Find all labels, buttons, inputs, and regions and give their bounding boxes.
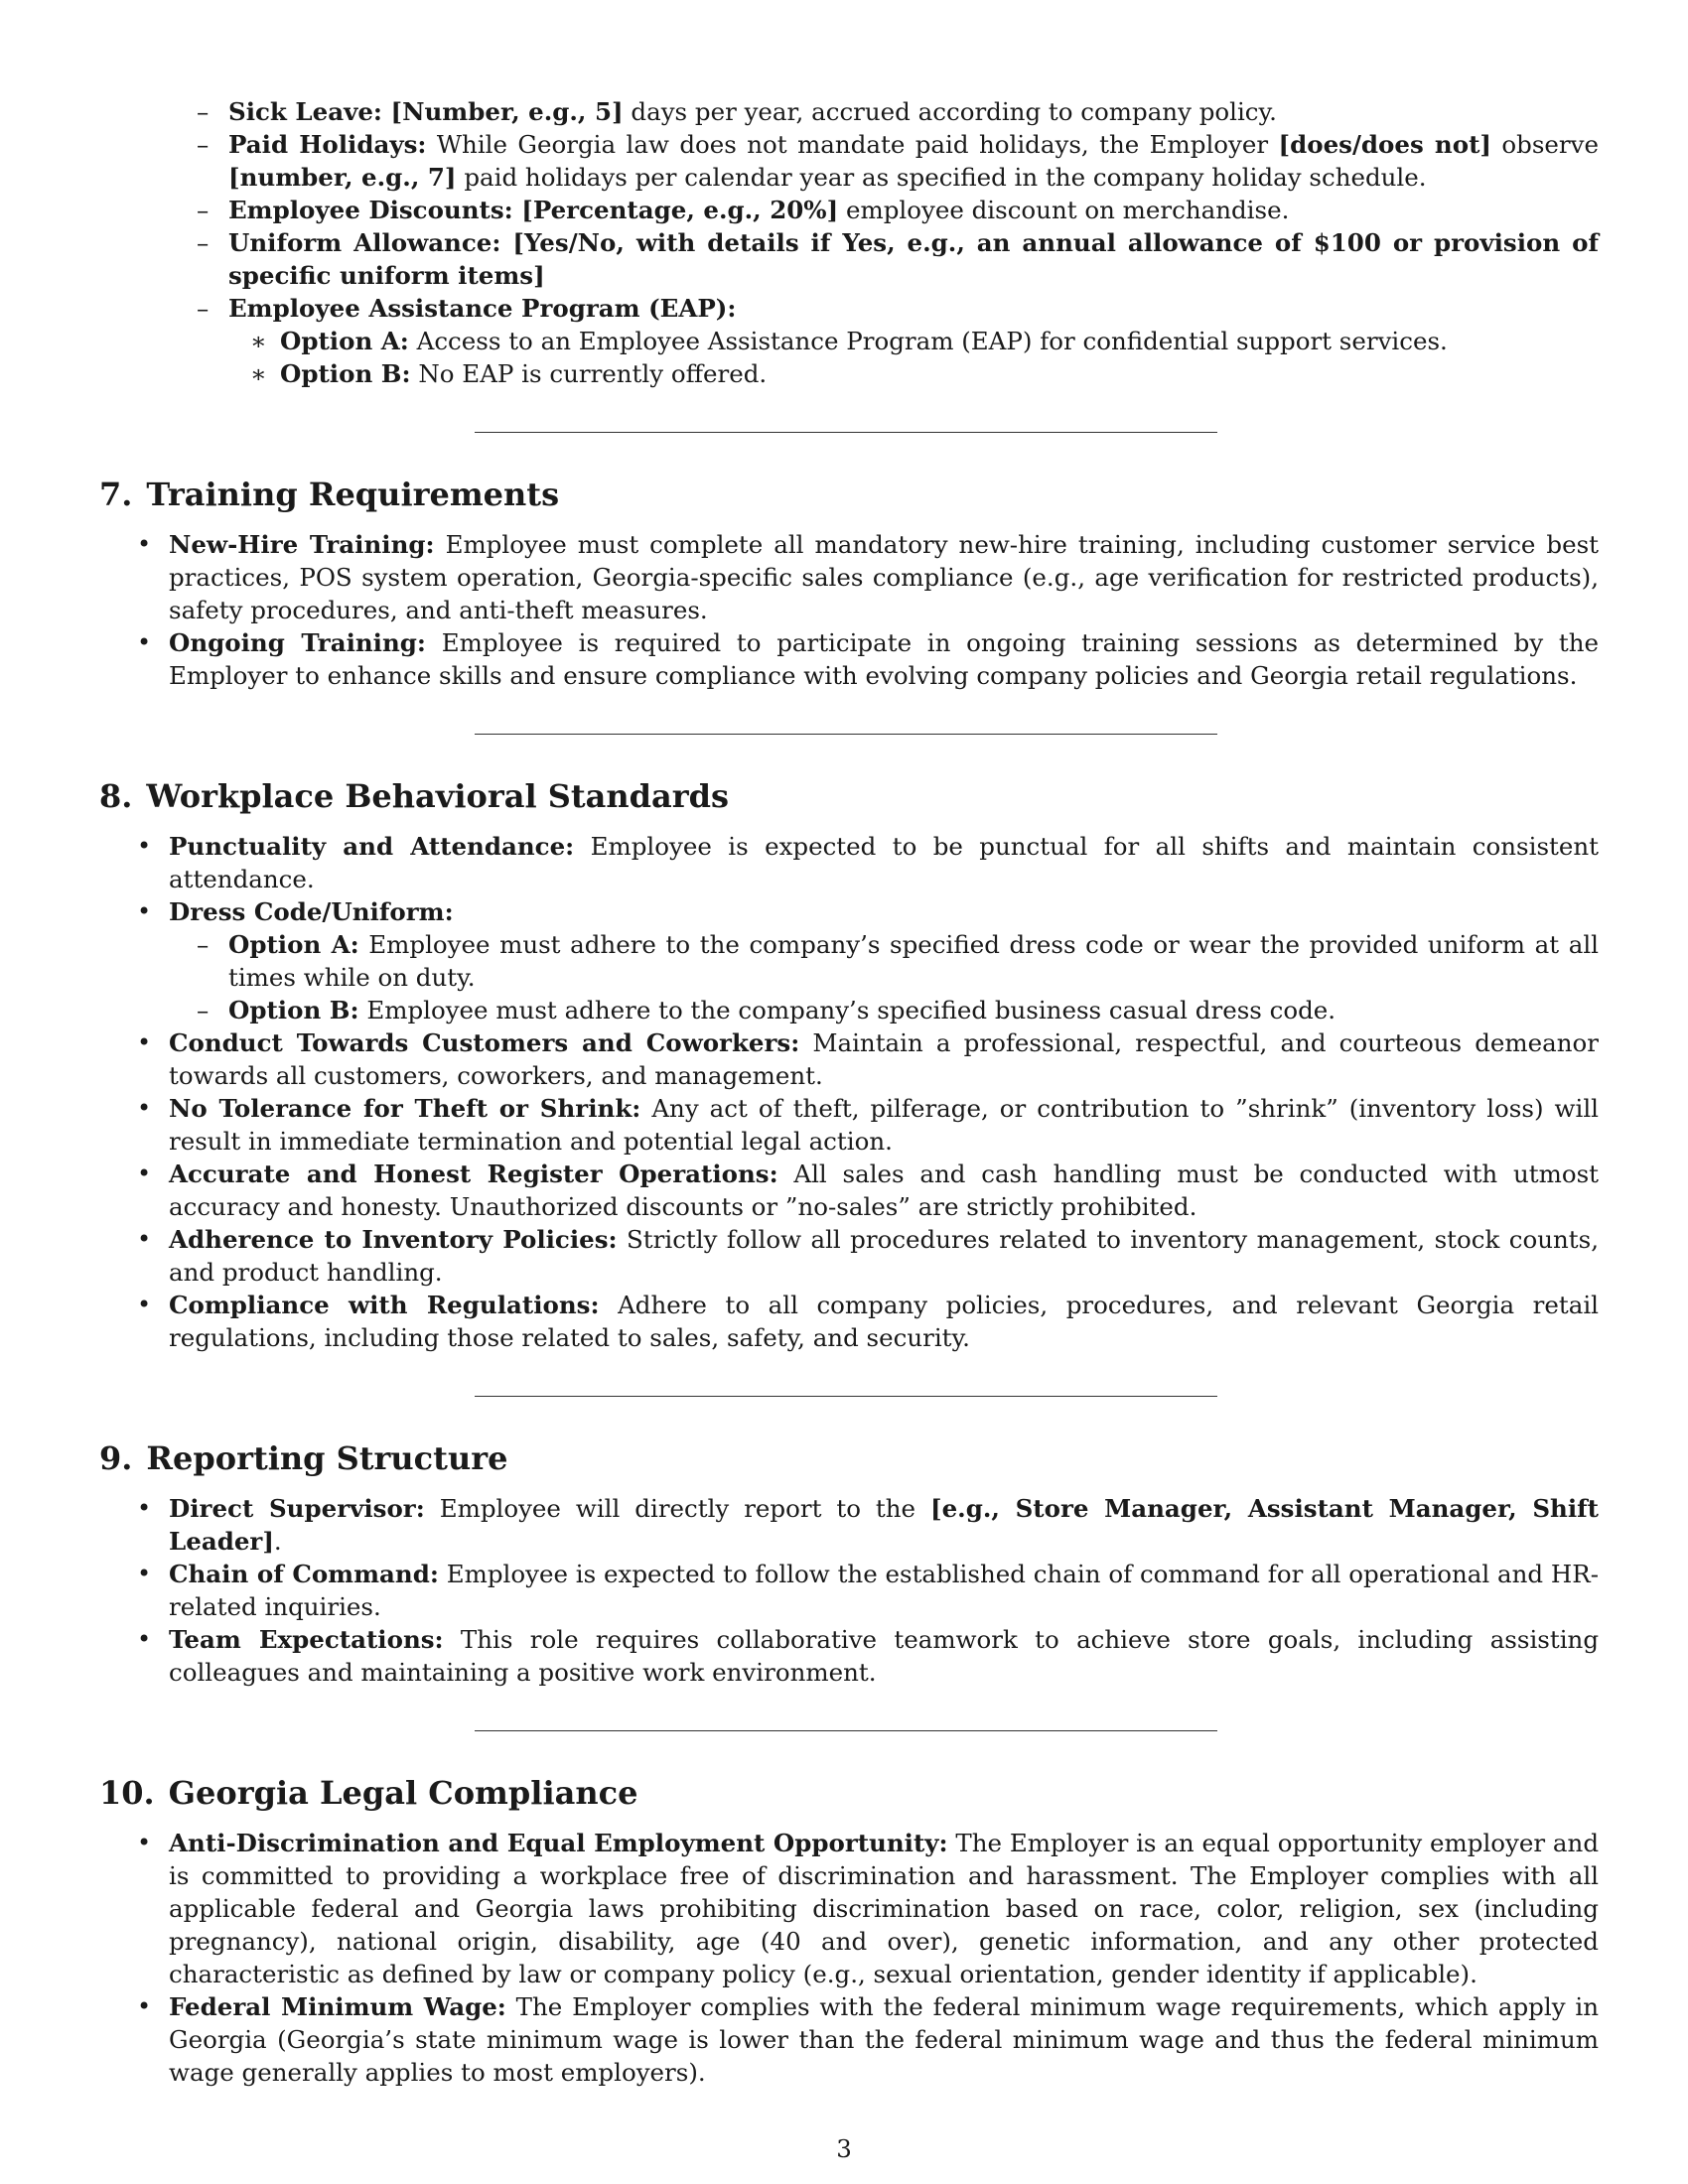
list-item-dress-option-a: – Option A: Employee must adhere to the company’s specified dress code or wear the provided uniform at all times while on duty. [169, 928, 1599, 994]
section-divider [475, 432, 1217, 433]
list-item-new-hire-training: • New-Hire Training: Employee must complete all mandatory new-hire training, including customer service best practices, POS system operation, Georgia-specific sales compliance (e.g., age verification for restricted products), safety procedures, and anti-theft measures. [99, 528, 1599, 626]
list-item-inventory-policies: • Adherence to Inventory Policies: Strictly follow all procedures related to inventory management, stock counts, and product handling. [99, 1223, 1599, 1289]
list-item-chain-of-command: • Chain of Command: Employee is expected to follow the established chain of command for all operational and HR-related inquiries. [99, 1558, 1599, 1623]
list-item-punctuality: • Punctuality and Attendance: Employee is expected to be punctual for all shifts and maintain consistent attendance. [99, 830, 1599, 895]
list-item-theft-shrink: • No Tolerance for Theft or Shrink: Any act of theft, pilferage, or contribution to ”shrink” (inventory loss) will result in immediate termination and potential legal action. [99, 1092, 1599, 1158]
list-item-uniform-allowance: – Uniform Allowance: [Yes/No, with details if Yes, e.g., an annual allowance of $100 or provision of specific uniform items] [99, 226, 1599, 292]
list-item-paid-holidays: – Paid Holidays: While Georgia law does not mandate paid holidays, the Employer [does/does not] observe [number, e.g., 7] paid holidays per calendar year as specified in the company holiday schedule. [99, 128, 1599, 194]
reporting-structure-list [99, 1492, 1599, 1689]
list-item-dress-code: • Dress Code/Uniform: – Option A: Employee must adhere to the company’s specified dress code or wear the provided uniform at all times while on duty. – Option B: Employee must adhere to the company’s specified business casual dress code. [99, 895, 1599, 1026]
section-heading-training: 7. Training Requirements [99, 476, 560, 513]
section-divider [475, 1396, 1217, 1397]
list-item-team-expectations: • Team Expectations: This role requires collaborative teamwork to achieve store goals, including assisting colleagues and maintaining a positive work environment. [99, 1623, 1599, 1689]
list-item-sick-leave: – Sick Leave: [Number, e.g., 5] days per year, accrued according to company policy. [99, 95, 1599, 128]
list-item-direct-supervisor: • Direct Supervisor: Employee will directly report to the [e.g., Store Manager, Assistant Manager, Shift Leader]. [99, 1492, 1599, 1558]
page-number: 3 [836, 2134, 852, 2163]
list-item-employee-discounts: – Employee Discounts: [Percentage, e.g., 20%] employee discount on merchandise. [99, 194, 1599, 226]
section-divider [475, 1730, 1217, 1731]
section-heading-reporting-structure: 9. Reporting Structure [99, 1439, 508, 1477]
list-item-register-operations: • Accurate and Honest Register Operations: All sales and cash handling must be conducted with utmost accuracy and honesty. Unauthorized discounts or ”no-sales” are strictly prohibited. [99, 1158, 1599, 1223]
eap-options-list [99, 325, 1599, 390]
section-divider [475, 734, 1217, 735]
list-item-ongoing-training: • Ongoing Training: Employee is required to participate in ongoing training sessions as determined by the Employer to enhance skills and ensure compliance with evolving company policies and Georgia retail regulations. [99, 626, 1599, 692]
list-item-eap-option-a: ∗ Option A: Access to an Employee Assistance Program (EAP) for confidential support services. [99, 325, 1599, 357]
training-list [99, 528, 1599, 692]
list-item-eap-option-b: ∗ Option B: No EAP is currently offered. [99, 357, 1599, 390]
page-content [99, 95, 1599, 2089]
benefits-sublist [99, 95, 1599, 325]
list-item-anti-discrimination: • Anti-Discrimination and Equal Employment Opportunity: The Employer is an equal opportunity employer and is committed to providing a workplace free of discrimination and harassment. The Employer complies with all applicable federal and Georgia laws prohibiting discrimination based on race, color, religion, sex (including pregnancy), national origin, disability, age (40 and over), genetic information, and any other protected characteristic as defined by law or company policy (e.g., sexual orientation, gender identity if applicable). [99, 1827, 1599, 1990]
list-item-federal-minimum-wage: • Federal Minimum Wage: The Employer complies with the federal minimum wage requirements, which apply in Georgia (Georgia’s state minimum wage is lower than the federal minimum wage and thus the federal minimum wage generally applies to most employers). [99, 1990, 1599, 2089]
list-item-dress-option-b: – Option B: Employee must adhere to the company’s specified business casual dress code. [169, 994, 1599, 1026]
section-heading-behavioral-standards: 8. Workplace Behavioral Standards [99, 777, 729, 815]
legal-compliance-list [99, 1827, 1599, 2089]
list-item-regulations-compliance: • Compliance with Regulations: Adhere to all company policies, procedures, and relevant Georgia retail regulations, including those related to sales, safety, and security. [99, 1289, 1599, 1354]
list-item-conduct: • Conduct Towards Customers and Coworkers: Maintain a professional, respectful, and courteous demeanor towards all customers, coworkers, and management. [99, 1026, 1599, 1092]
behavioral-standards-list [99, 830, 1599, 1354]
section-heading-legal-compliance: 10. Georgia Legal Compliance [99, 1774, 638, 1812]
list-item-eap: – Employee Assistance Program (EAP): [99, 292, 1599, 325]
dress-code-options-list [169, 928, 1599, 1026]
